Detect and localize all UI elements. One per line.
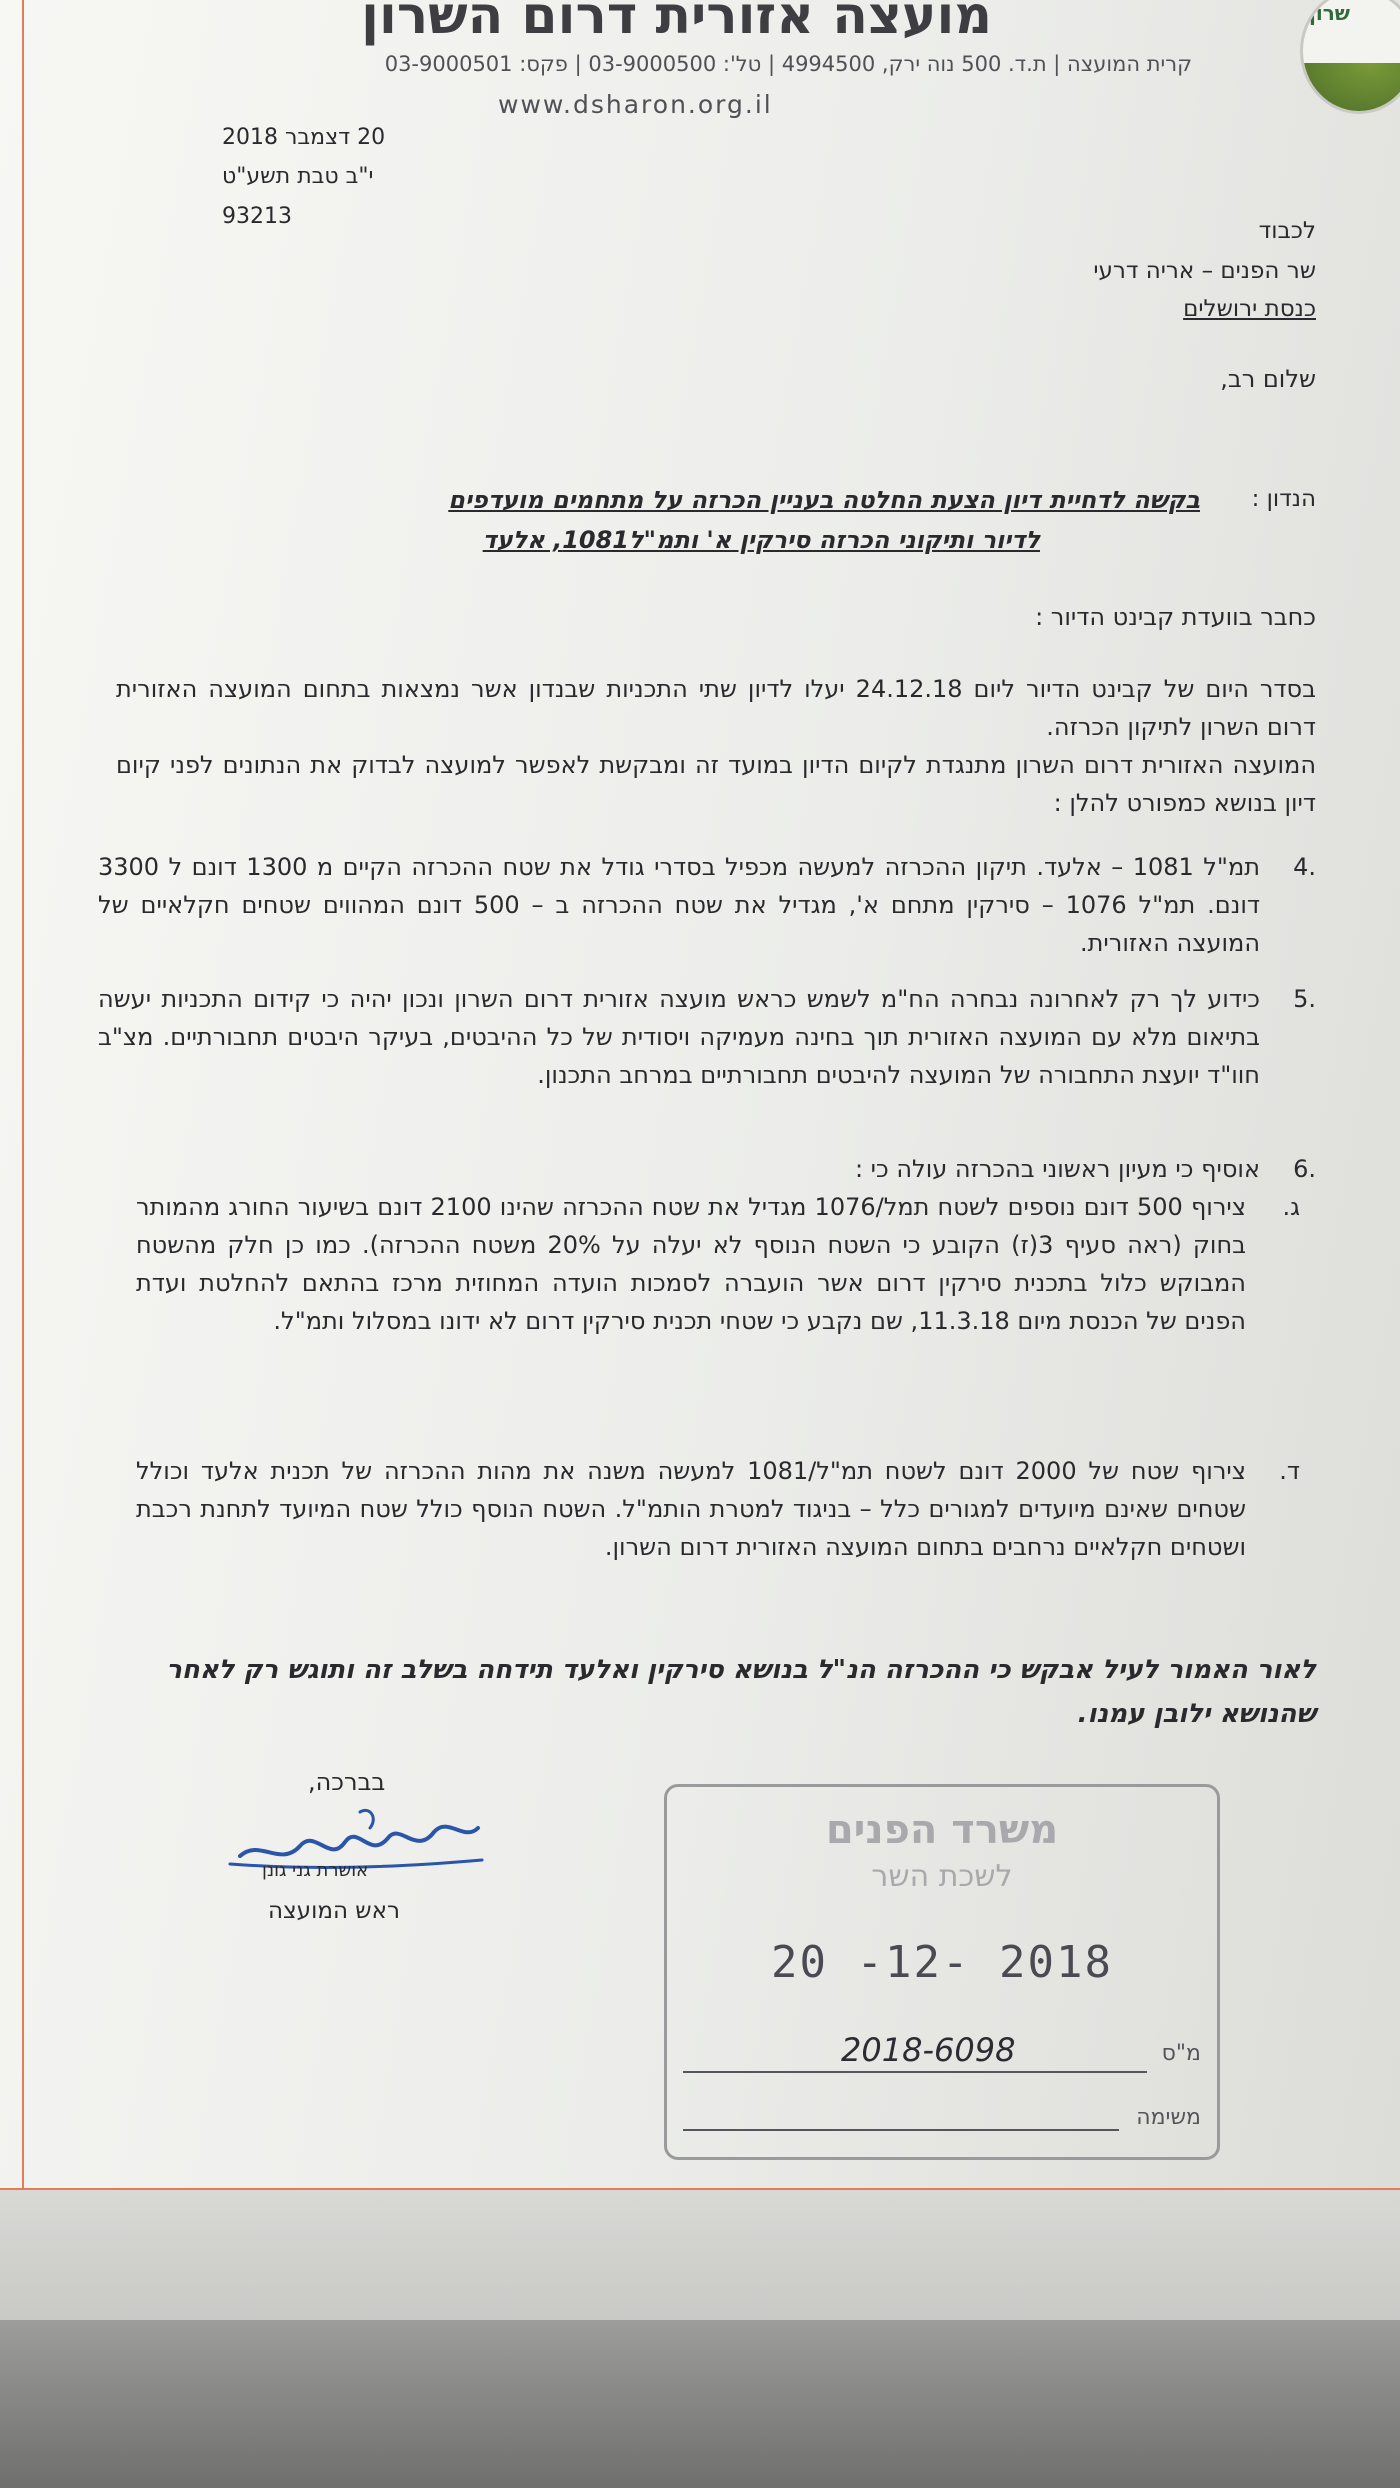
council-logo	[1300, 0, 1400, 114]
logo-hill-icon	[1303, 63, 1400, 111]
stamp-ms-value: 2018-6098	[841, 2031, 1016, 2069]
list-item-number: .4	[1293, 853, 1316, 881]
addressee-line-3: כנסת ירושלים	[1183, 296, 1316, 322]
list-item-text: תמ"ל 1081 – אלעד. תיקון ההכרזה למעשה מכפיל בסדרי גודל את שטח ההכרזה הקיים מ 1300 דונם ל 3300 דונם. תמ"ל 1076 – סירקין מתחם א', מגדיל את שטח ההכרזה ב – 500 דונם המהווים שטחים חקלאיים של המועצה האזורית.	[98, 853, 1261, 957]
letter-date: 20 דצמבר 2018	[222, 125, 386, 150]
committee-member-line: כחבר בוועדת קבינט הדיור :	[1035, 603, 1316, 631]
margin-line	[22, 0, 24, 2190]
list-item	[98, 980, 1316, 1094]
received-stamp	[664, 1784, 1220, 2160]
letterhead-website: www.dsharon.org.il	[498, 90, 773, 119]
letterhead-title: מועצה אזורית דרום השרון	[361, 0, 992, 46]
addressee-line-2: שר הפנים – אריה דרעי	[1093, 258, 1316, 284]
list-item-number: .6	[1293, 1155, 1316, 1183]
subject-line-2: לדיור ותיקוני הכרזה סירקין א' ותמ"ל1081, אלעד	[482, 526, 1040, 554]
sub-item-letter: ד.	[1279, 1457, 1300, 1485]
list-item	[98, 848, 1316, 962]
subject-label: הנדון :	[1251, 486, 1316, 512]
intro-paragraphs	[116, 670, 1316, 822]
background-surface	[0, 2320, 1400, 2488]
stamp-ms-line	[683, 2071, 1147, 2073]
list-item	[98, 1150, 1316, 1188]
stamp-date: 20 -12- 2018	[771, 1937, 1113, 1988]
stamp-title: משרד הפנים	[825, 1807, 1059, 1853]
sub-item-text: צירוף 500 דונם נוספים לשטח תמל/1076 מגדיל את שטח ההכרזה שהינו 2100 דונם בשיעור החורג מהמותר בחוק (ראה סעיף 3(ז) הקובע כי השטח הנוסף לא יעלה על 20% משטח ההכרזה). כמו כן חלק מהשטח המבוקש כלול בתכנית סירקין דרום אשר הועברה לסמכות הועדה המחוזית מרכז בהתאם להחלטת ועדת הפנים של הכנסת מיום 11.3.18, שם נקבע כי שטחי תכנית סירקין דרום לא ידונו במסלול ותמ"ל.	[136, 1193, 1247, 1335]
sub-item	[136, 1188, 1316, 1340]
letter-hebrew-date: י"ב טבת תשע"ט	[222, 164, 374, 189]
addressee-line-1: לכבוד	[1258, 218, 1316, 244]
sub-item	[136, 1452, 1316, 1566]
sub-item-text: צירוף שטח של 2000 דונם לשטח תמ"ל/1081 למעשה משנה את מהות ההכרזה של תכנית אלעד וכולל שטחים שאינם מיועדים למגורים כלל – בניגוד למטרת הותמ"ל. השטח הנוסף כולל שטח המיועד לתחנת רכבת ושטחים חקלאיים נרחבים בתחום המועצה האזורית דרום השרון.	[136, 1457, 1246, 1561]
greeting: שלום רב,	[1220, 365, 1316, 393]
signature-blessing: בברכה,	[308, 1768, 386, 1796]
signatory-role: ראש המועצה	[268, 1898, 400, 1924]
letterhead-contact: קרית המועצה | ת.ד. 500 נוה ירק, 4994500 | טל': 03-9000500 | פקס: 03-9000501	[384, 52, 1192, 76]
list-item-text: כידוע לך רק לאחרונה נבחרה הח"מ לשמש כראש מועצה אזורית דרום השרון ונכון יהיה כי קידום התכניות יעשה בתיאום מלא עם המועצה האזורית תוך בחינה מעמיקה ויסודית של כל ההיבטים, בעיקר היבטים תחבורתיים. מצ"ב חוו"ד יועצת התחבורה של המועצה להיבטים תחבורתיים במרחב התכנון.	[98, 985, 1260, 1089]
list-item-text: אוסיף כי מעיון ראשוני בהכרזה עולה כי :	[854, 1155, 1260, 1183]
signatory-name: אושרת גני גונן	[262, 1860, 369, 1881]
intro-paragraph-2: המועצה האזורית דרום השרון מתנגדת לקיום הדיון במועד זה ומבקשת לאפשר למועצה לבדוק את הנתונים לפני קיום דיון בנושא כמפורט להלן :	[116, 751, 1316, 817]
closing-request: לאור האמור לעיל אבקש כי ההכרזה הנ"ל בנושא סירקין ואלעד תידחה בשלב זה ותוגש רק לאחר שהנושא ילובן עמנו.	[166, 1655, 1316, 1729]
sheet-bottom-fold	[0, 2190, 1400, 2320]
sub-item-letter: ג.	[1282, 1193, 1300, 1221]
logo-text: שרון	[1309, 1, 1350, 25]
stamp-subtitle: לשכת השר	[871, 1859, 1013, 1894]
stamp-ms-label: מ"ס	[1161, 2041, 1201, 2066]
list-item-number: .5	[1293, 985, 1316, 1013]
letter-reference: 93213	[222, 204, 292, 229]
stamp-task-line	[683, 2129, 1119, 2131]
intro-paragraph-1: בסדר היום של קבינט הדיור ליום 24.12.18 יעלו לדיון שתי התכניות שבנדון אשר נמצאות בתחום המועצה האזורית דרום השרון לתיקון הכרזה.	[116, 675, 1316, 741]
stamp-task-label: משימה	[1136, 2105, 1201, 2130]
subject-line-1: בקשה לדחיית דיון הצעת החלטה בעניין הכרזה על מתחמים מועדפים	[448, 486, 1200, 514]
